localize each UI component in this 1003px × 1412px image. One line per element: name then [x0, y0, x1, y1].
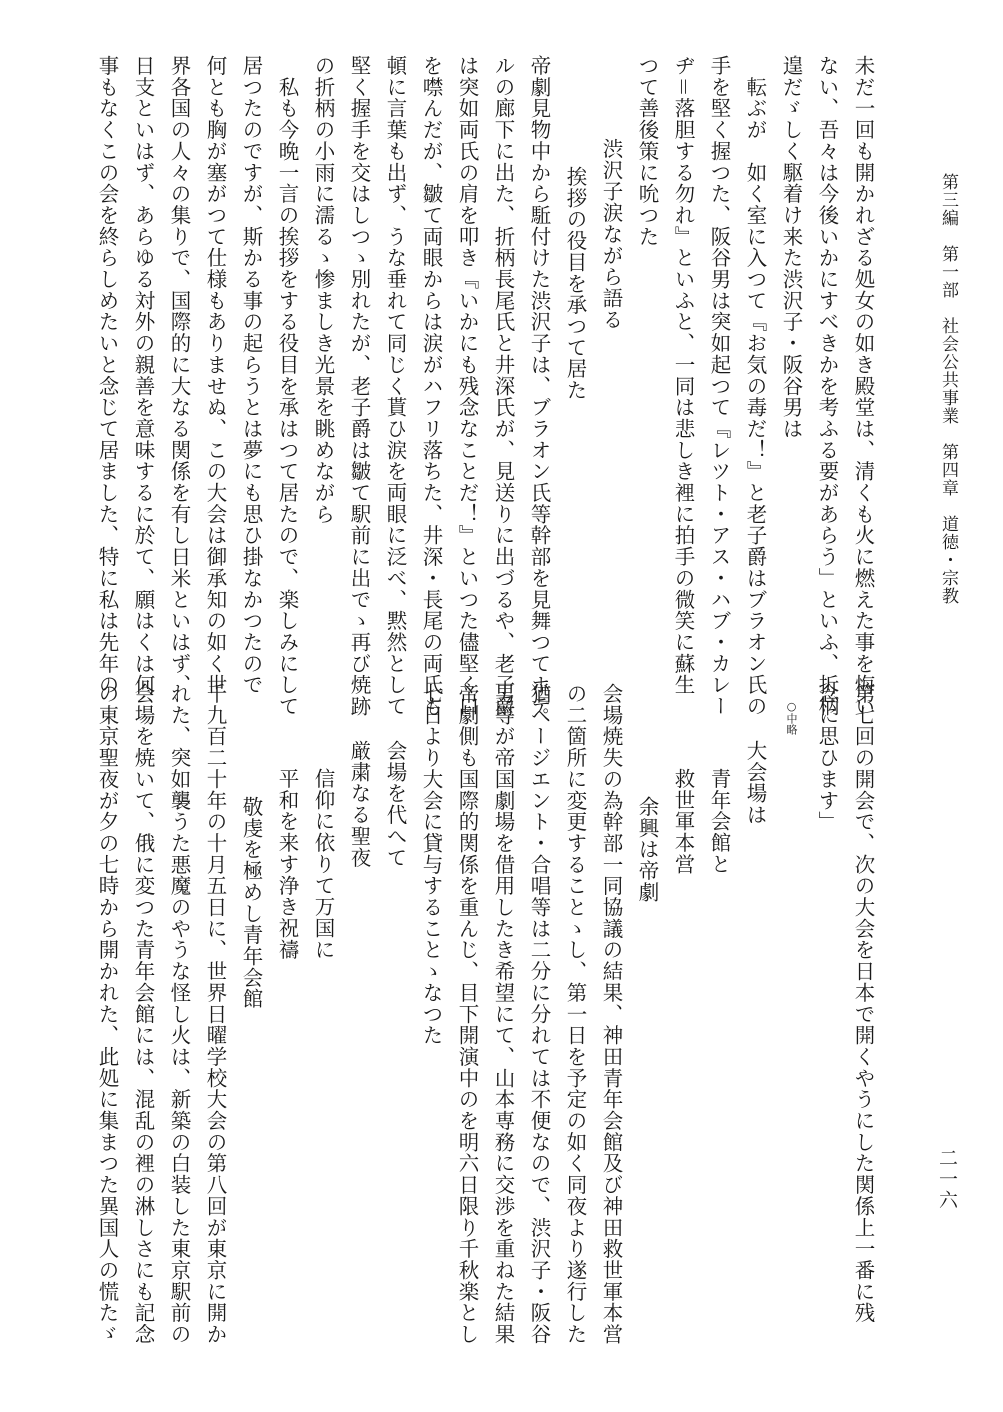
text-line: 未だ一回も開かれざる処女の如き殿堂は、清くも火に燃えた事を悔い — [851, 55, 875, 717]
text-line: の東京聖夜が夕の七時から開かれた、此処に集まつた異国人の慌たゞ — [95, 683, 119, 1345]
text-line: 男等が帝国劇場を借用したき希望にて、山本専務に交渉を重ねた結果 — [491, 683, 515, 1345]
text-line: 堅く握手を交はしつゝ別れたが、老子爵は皺て駅前に出でゝ再び焼跡 — [347, 55, 371, 717]
text-line: つて善後策に吮つた — [635, 55, 659, 248]
text-line: 念に思ひます」 — [815, 683, 839, 833]
text-line: ヂ＝落胆する勿れ』といふと、一同は悲しき裡に拍手の微笑に蘇生 — [671, 55, 695, 696]
section-heading: 会場を代へて — [383, 740, 407, 869]
text-line: 七日より大会に貸与することゝなつた — [419, 683, 443, 1046]
page-number: 二一六 — [936, 1148, 958, 1211]
text-line: を噤んだが、皺て両眼からは涙がハフリ落ちた、井深・長尾の両氏も — [419, 55, 443, 717]
text-line: れた、突如襲うた悪魔のやうな怪し火は、新築の白装した東京駅前の — [167, 683, 191, 1345]
text-line: 会場を焼いて、俄に変つた青年会館には、混乱の裡の淋しさにも記念 — [131, 683, 155, 1345]
section-heading: 余興は帝劇 — [635, 796, 659, 903]
section-heading: 敬虔を極めし青年会館 — [239, 796, 263, 1010]
section-heading: 信仰に依りて万国に — [311, 768, 335, 961]
text-line: 事もなくこの会を終らしめたいと念じて居ました、特に私は先年の — [95, 55, 119, 696]
text-line: の二箇所に変更することゝし、第一日を予定の如く同夜より遂行した — [563, 683, 587, 1345]
text-line: 遑だゞしく駆着け来た渋沢子・阪谷男は — [779, 55, 803, 440]
text-line: の折柄の小雨に濡るゝ惨ましき光景を眺めながら — [311, 55, 335, 525]
text-line: ルの廊下に出た、折柄長尾氏と井深氏が、見送りに出づるや、老子爵 — [491, 55, 515, 717]
section-heading: 大会場は — [743, 740, 767, 826]
text-line: 転ぶが 如く室に入つて『お気の毒だ！』と老子爵はブラオン氏の — [743, 55, 767, 717]
text-line: 千九百二十年の十月五日に、世界日曜学校大会の第八回が東京に開か — [203, 683, 227, 1345]
section-heading: 救世軍本営 — [671, 768, 695, 875]
text-line: 私も今晩一言の挨拶をする役目を承はつて居たので、楽しみにして — [275, 55, 299, 717]
section-heading: 平和を来す浄き祝禱 — [275, 768, 299, 961]
text-line: 第七回の開会で、次の大会を日本で開くやうにした関係上一番に残 — [851, 683, 875, 1324]
text-line: ない、吾々は今後いかにすべきかを考ふる要があらう」といふ、折柄 — [815, 55, 839, 717]
text-line: 日支といはず、あらゆる対外の親善を意味するに於て、願はくは何 — [131, 55, 155, 696]
section-heading: 厳粛なる聖夜 — [347, 740, 371, 869]
text-line: 猶ページエント・合唱等は二分に分れては不便なので、渋沢子・阪谷 — [527, 683, 551, 1345]
running-head: 第三編 第一部 社会公共事業 第四章 道徳・宗教 — [938, 173, 958, 605]
sub-heading: 挨拶の役目を承つて居た — [563, 166, 587, 401]
text-line: 帝劇側も国際的関係を重んじ、目下開演中のを明六日限り千秋楽とし — [455, 683, 479, 1345]
text-line: 頓に言葉も出ず、うな垂れて同じく貰ひ涙を両眼に泛べ、黙然として — [383, 55, 407, 717]
text-line: 帝劇見物中から駈付けた渋沢子は、ブラオン氏等幹部を見舞つてホテ — [527, 55, 551, 717]
text-line: 会場焼失の為幹部一同協議の結果、神田青年会館及び神田救世軍本営 — [599, 683, 623, 1345]
text-line: 居つたのですが、斯かる事の起らうとは夢にも思ひ掛なかつたので — [239, 55, 263, 696]
text-line: は突如両氏の肩を叩き『いかにも残念なことだ！』といつた儘堅く口 — [455, 55, 479, 717]
omission-mark: ○中略 — [785, 700, 798, 735]
text-line: 手を堅く握つた、阪谷男は突如起つて『レツト・アス・ハブ・カレー — [707, 55, 731, 717]
section-heading: 青年会館と — [707, 768, 731, 875]
section-heading: 渋沢子涙ながら語る — [599, 138, 623, 331]
text-line: 何とも胸が塞がつて仕様もありませぬ、この大会は御承知の如く世 — [203, 55, 227, 696]
text-line: 界各国の人々の集りで、国際的に大なる関係を有し日米といはず、 — [167, 55, 191, 696]
